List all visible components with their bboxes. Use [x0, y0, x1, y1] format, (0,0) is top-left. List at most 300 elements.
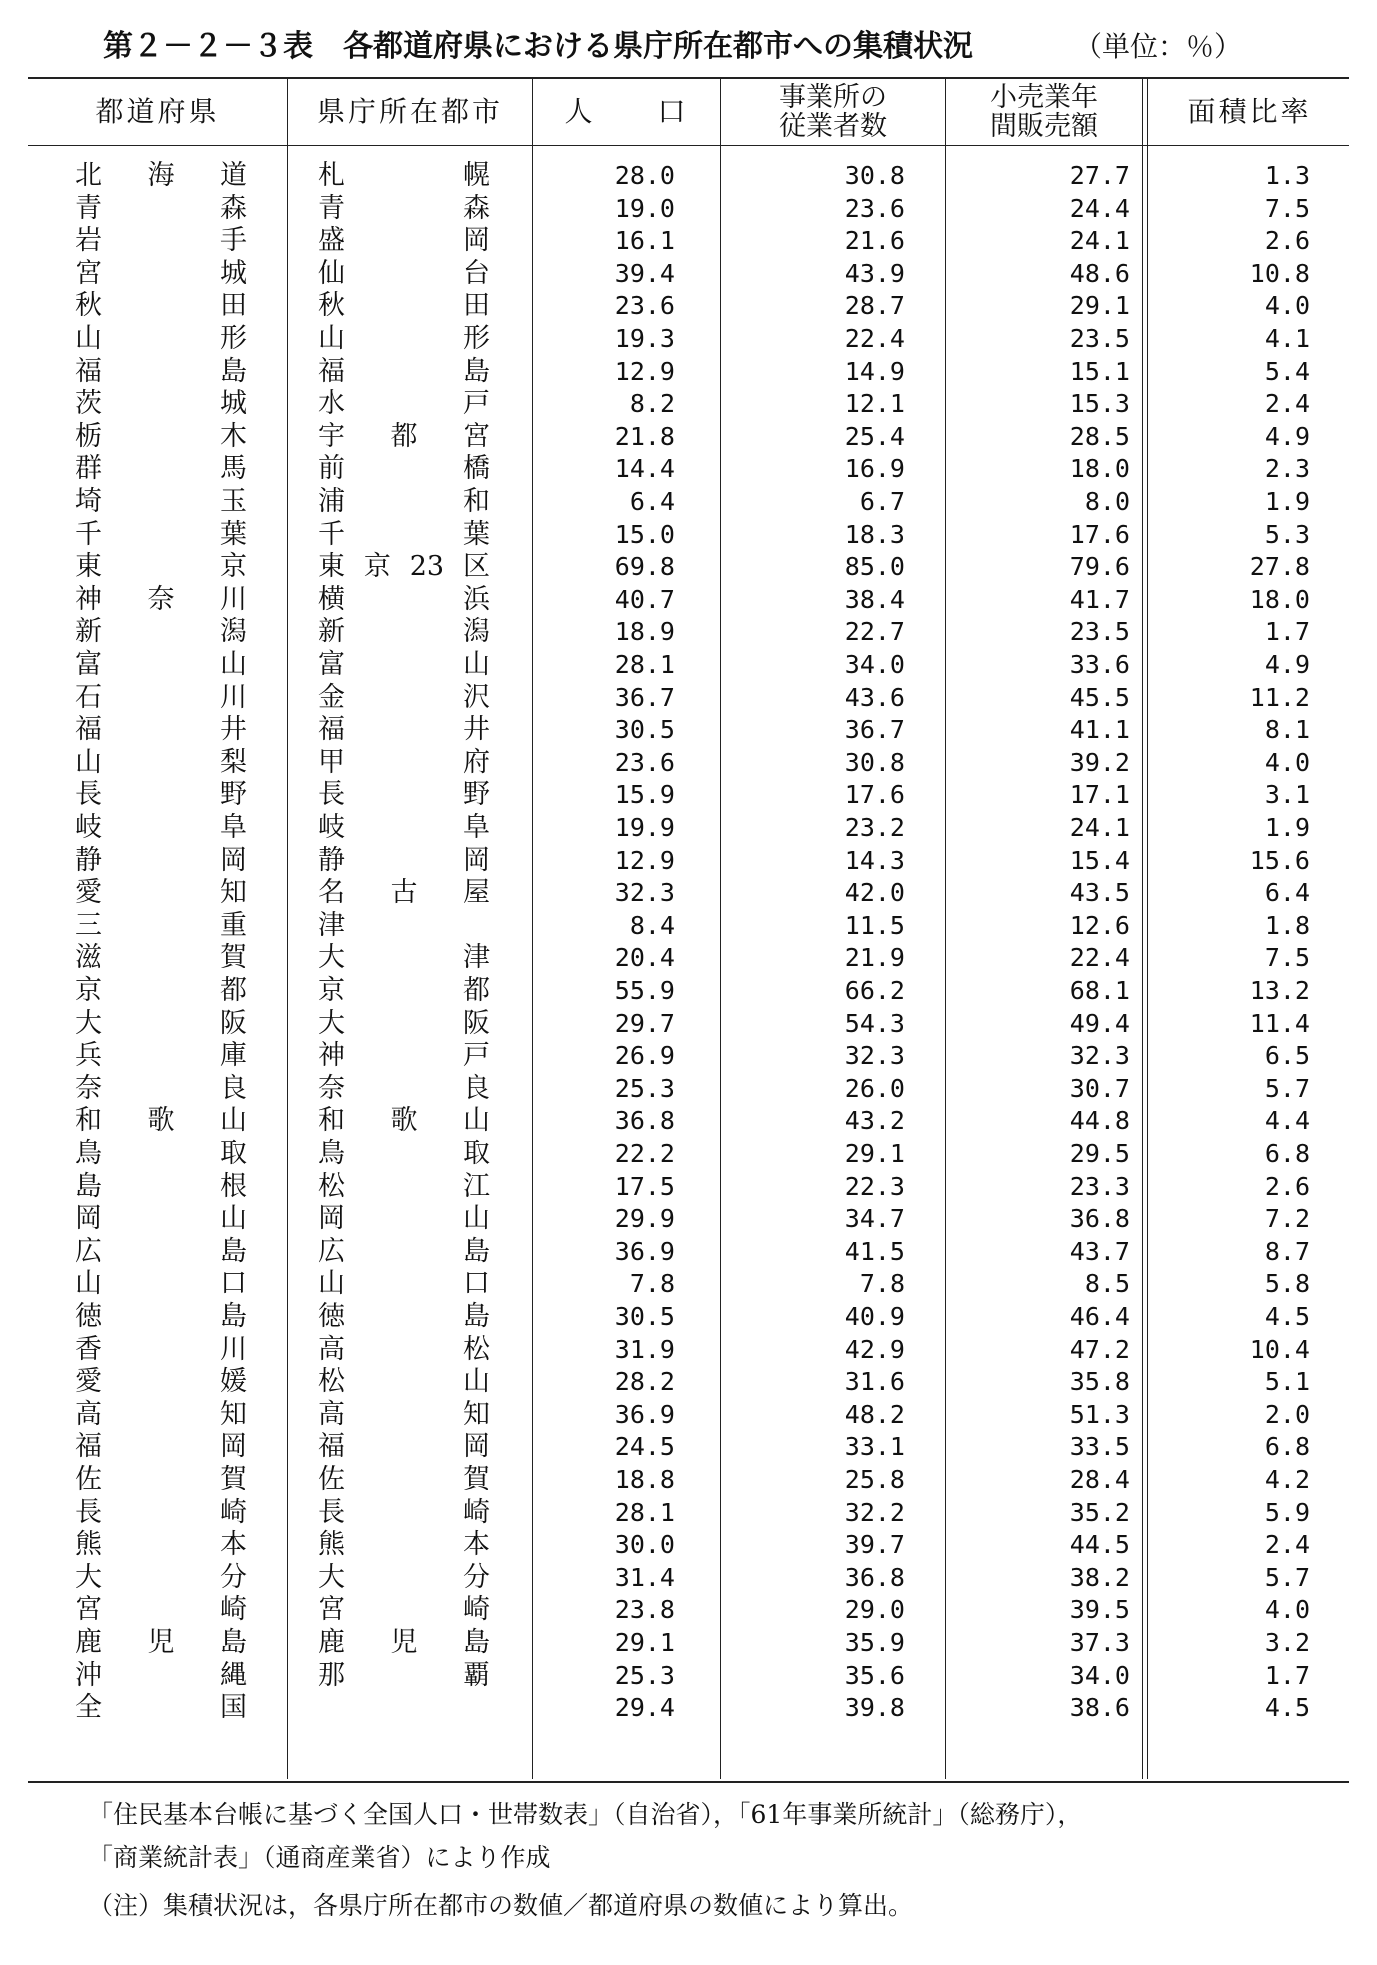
table-row	[0, 1431, 1377, 1464]
capital-city-cell: 福 井	[318, 714, 490, 746]
population-cell: 25.3	[614, 1073, 675, 1103]
area-ratio-cell: 2.3	[1264, 454, 1310, 484]
table-row	[0, 1562, 1377, 1595]
capital-city-cell: 長 野	[318, 779, 490, 811]
header-capital: 県庁所在都市	[316, 95, 503, 128]
area-ratio-cell: 5.1	[1264, 1367, 1310, 1397]
prefecture-cell: 神 奈 川	[75, 583, 247, 615]
area-ratio-cell: 5.4	[1264, 356, 1310, 386]
retail-sales-cell: 34.0	[1069, 1660, 1130, 1690]
population-cell: 23.6	[614, 747, 675, 777]
prefecture-cell: 青 森	[75, 192, 247, 224]
table-row	[0, 975, 1377, 1008]
table-row	[0, 1138, 1377, 1171]
area-ratio-cell: 7.2	[1264, 1204, 1310, 1234]
table-row	[0, 290, 1377, 323]
capital-city-cell: 長 崎	[318, 1496, 490, 1528]
prefecture-cell: 茨 城	[75, 388, 247, 420]
employees-cell: 85.0	[844, 552, 905, 582]
table-row	[0, 1594, 1377, 1627]
prefecture-cell: 群 馬	[75, 453, 247, 485]
retail-sales-cell: 28.5	[1069, 421, 1130, 451]
population-cell: 36.7	[614, 682, 675, 712]
capital-city-cell: 浦 和	[318, 486, 490, 517]
employees-cell: 35.9	[844, 1628, 905, 1657]
area-ratio-cell: 3.2	[1264, 1628, 1310, 1657]
population-cell: 29.7	[614, 1008, 675, 1038]
area-ratio-cell: 5.8	[1264, 1269, 1310, 1299]
area-ratio-cell: 4.1	[1264, 324, 1310, 353]
population-cell: 20.4	[614, 943, 675, 973]
table-row	[0, 1105, 1377, 1138]
header-retail-line1: 小売業年	[990, 82, 1098, 113]
area-ratio-cell: 2.0	[1264, 1399, 1310, 1429]
retail-sales-cell: 27.7	[1069, 161, 1130, 190]
retail-sales-cell: 43.5	[1069, 878, 1130, 908]
retail-sales-cell: 22.4	[1069, 943, 1130, 973]
population-cell: 36.8	[614, 1106, 675, 1136]
table-row	[0, 1268, 1377, 1301]
employees-cell: 22.4	[844, 324, 905, 353]
table-unit: （単位：％）	[1073, 30, 1242, 63]
retail-sales-cell: 37.3	[1069, 1628, 1130, 1657]
prefecture-cell: 京 都	[75, 975, 247, 1006]
population-cell: 15.0	[614, 519, 675, 549]
capital-city-cell	[318, 1692, 490, 1725]
prefecture-cell: 鳥 取	[75, 1138, 247, 1169]
employees-cell: 41.5	[844, 1236, 905, 1266]
table-row	[0, 1203, 1377, 1236]
employees-cell: 33.1	[844, 1432, 905, 1462]
employees-cell: 14.9	[844, 356, 905, 386]
population-cell: 15.9	[614, 780, 675, 810]
area-ratio-cell: 10.8	[1249, 258, 1310, 288]
population-cell: 6.4	[629, 487, 675, 516]
area-ratio-cell: 2.6	[1264, 226, 1310, 256]
table-row	[0, 1627, 1377, 1660]
prefecture-cell: 山 形	[75, 323, 247, 354]
prefecture-cell: 宮 崎	[75, 1594, 247, 1626]
capital-city-cell: 佐 賀	[318, 1464, 490, 1495]
area-ratio-cell: 6.4	[1264, 878, 1310, 908]
employees-cell: 39.7	[844, 1530, 905, 1560]
prefecture-cell: 鹿 児 島	[75, 1627, 247, 1658]
area-ratio-cell: 5.7	[1264, 1562, 1310, 1592]
area-ratio-cell: 8.7	[1264, 1236, 1310, 1266]
prefecture-cell: 徳 島	[75, 1301, 247, 1332]
table-row	[0, 1008, 1377, 1041]
retail-sales-cell: 15.1	[1069, 356, 1130, 386]
capital-city-cell: 松 江	[318, 1170, 490, 1202]
table-row	[0, 1692, 1377, 1725]
prefecture-cell: 沖 縄	[75, 1659, 247, 1691]
employees-cell: 21.9	[844, 943, 905, 973]
table-row	[0, 616, 1377, 649]
table-row	[0, 649, 1377, 682]
capital-city-cell: 岡 山	[318, 1203, 490, 1235]
capital-city-cell: 大 津	[318, 942, 490, 974]
population-cell: 28.1	[614, 1497, 675, 1527]
prefecture-cell: 滋 賀	[75, 942, 247, 974]
capital-city-cell: 大 阪	[318, 1007, 490, 1039]
employees-cell: 7.8	[859, 1269, 905, 1299]
retail-sales-cell: 39.2	[1069, 747, 1130, 777]
population-cell: 22.2	[614, 1139, 675, 1168]
population-cell: 14.4	[614, 454, 675, 484]
retail-sales-cell: 44.5	[1069, 1530, 1130, 1560]
capital-city-cell: 札 幌	[318, 160, 490, 191]
header-employees	[721, 79, 945, 145]
table-row	[0, 682, 1377, 715]
population-cell: 23.8	[614, 1595, 675, 1625]
table-row	[0, 1366, 1377, 1399]
table-row	[0, 453, 1377, 486]
source-note-line2: 「商業統計表」（通商産業省）により作成	[88, 1843, 551, 1872]
header-population: 人 口	[564, 95, 689, 128]
employees-cell: 22.3	[844, 1171, 905, 1201]
population-cell: 24.5	[614, 1432, 675, 1462]
employees-cell: 34.0	[844, 650, 905, 679]
retail-sales-cell: 23.5	[1069, 324, 1130, 353]
area-ratio-cell: 7.5	[1264, 193, 1310, 223]
retail-sales-cell: 38.6	[1069, 1693, 1130, 1723]
prefecture-cell: 長 崎	[75, 1496, 247, 1528]
area-ratio-cell: 5.3	[1264, 519, 1310, 549]
capital-city-cell: 神 戸	[318, 1040, 490, 1072]
table-row	[0, 193, 1377, 226]
population-cell: 19.0	[614, 193, 675, 223]
prefecture-cell: 岐 阜	[75, 812, 247, 843]
table-title-main: 第２－２－３表 各都道府県における県庁所在都市への集積状況	[103, 29, 973, 64]
population-cell: 7.8	[629, 1269, 675, 1299]
prefecture-cell: 奈 良	[75, 1072, 247, 1104]
table-row	[0, 1497, 1377, 1530]
area-ratio-cell: 6.8	[1264, 1139, 1310, 1168]
population-cell: 19.9	[614, 813, 675, 842]
area-ratio-cell: 1.7	[1264, 617, 1310, 647]
prefecture-cell: 愛 知	[75, 877, 247, 909]
area-ratio-cell: 5.7	[1264, 1073, 1310, 1103]
retail-sales-cell: 41.1	[1069, 715, 1130, 745]
area-ratio-cell: 4.4	[1264, 1106, 1310, 1136]
retail-sales-cell: 51.3	[1069, 1399, 1130, 1429]
prefecture-cell: 香 川	[75, 1333, 247, 1365]
employees-cell: 25.8	[844, 1465, 905, 1494]
capital-city-cell: 名 古 屋	[318, 877, 490, 909]
employees-cell: 26.0	[844, 1073, 905, 1103]
prefecture-cell: 兵 庫	[75, 1040, 247, 1072]
capital-city-cell: 福 岡	[318, 1431, 490, 1463]
employees-cell: 14.3	[844, 845, 905, 875]
table-row	[0, 584, 1377, 617]
prefecture-cell: 岩 手	[75, 225, 247, 257]
prefecture-cell: 富 山	[75, 649, 247, 680]
retail-sales-cell: 79.6	[1069, 552, 1130, 582]
area-ratio-cell: 2.4	[1264, 1530, 1310, 1560]
employees-cell: 42.9	[844, 1334, 905, 1364]
population-cell: 29.1	[614, 1628, 675, 1657]
prefecture-cell: 島 根	[75, 1170, 247, 1202]
employees-cell: 30.8	[844, 747, 905, 777]
capital-city-cell: 京 都	[318, 975, 490, 1006]
employees-cell: 30.8	[844, 161, 905, 190]
employees-cell: 32.2	[844, 1497, 905, 1527]
population-cell: 29.9	[614, 1204, 675, 1234]
employees-cell: 11.5	[844, 910, 905, 940]
population-cell: 12.9	[614, 356, 675, 386]
prefecture-cell: 岡 山	[75, 1203, 247, 1235]
table-row	[0, 225, 1377, 258]
employees-cell: 32.3	[844, 1041, 905, 1071]
prefecture-cell: 北 海 道	[75, 160, 247, 191]
employees-cell: 39.8	[844, 1693, 905, 1723]
population-cell: 29.4	[614, 1693, 675, 1723]
area-ratio-cell: 1.9	[1264, 813, 1310, 842]
population-cell: 25.3	[614, 1660, 675, 1690]
table-row	[0, 714, 1377, 747]
employees-cell: 48.2	[844, 1399, 905, 1429]
retail-sales-cell: 36.8	[1069, 1204, 1130, 1234]
employees-cell: 16.9	[844, 454, 905, 484]
capital-city-cell: 津	[318, 909, 345, 941]
retail-sales-cell: 43.7	[1069, 1236, 1130, 1266]
capital-city-cell: 岐 阜	[318, 812, 490, 843]
table-row	[0, 160, 1377, 193]
retail-sales-cell: 24.1	[1069, 813, 1130, 842]
employees-cell: 42.0	[844, 878, 905, 908]
capital-city-cell: 那 覇	[318, 1659, 490, 1691]
retail-sales-cell: 24.4	[1069, 193, 1130, 223]
capital-city-cell: 秋 田	[318, 290, 490, 322]
employees-cell: 38.4	[844, 584, 905, 614]
area-ratio-cell: 4.5	[1264, 1302, 1310, 1331]
population-cell: 55.9	[614, 976, 675, 1005]
capital-city-cell: 盛 岡	[318, 225, 490, 257]
source-note-line1: 「住民基本台帳に基づく全国人口・世帯数表」（自治省），「61年事業所統計」（総務庁），	[88, 1800, 1083, 1829]
area-ratio-cell: 11.2	[1249, 682, 1310, 712]
retail-sales-cell: 48.6	[1069, 258, 1130, 288]
capital-city-cell: 徳 島	[318, 1301, 490, 1332]
retail-sales-cell: 23.3	[1069, 1171, 1130, 1201]
prefecture-cell: 福 岡	[75, 1431, 247, 1463]
prefecture-cell: 三 重	[75, 909, 247, 941]
employees-cell: 21.6	[844, 226, 905, 256]
table-row	[0, 1464, 1377, 1497]
area-ratio-cell: 4.0	[1264, 291, 1310, 321]
employees-cell: 40.9	[844, 1302, 905, 1331]
table-row	[0, 1236, 1377, 1269]
population-cell: 32.3	[614, 878, 675, 908]
retail-sales-cell: 29.5	[1069, 1139, 1130, 1168]
employees-cell: 43.2	[844, 1106, 905, 1136]
prefecture-cell: 埼 玉	[75, 486, 247, 517]
area-ratio-cell: 6.5	[1264, 1041, 1310, 1071]
area-ratio-cell: 1.7	[1264, 1660, 1310, 1690]
capital-city-cell: 広 島	[318, 1235, 490, 1267]
area-ratio-cell: 5.9	[1264, 1497, 1310, 1527]
table-row	[0, 942, 1377, 975]
area-ratio-cell: 11.4	[1249, 1008, 1310, 1038]
area-ratio-cell: 10.4	[1249, 1334, 1310, 1364]
capital-city-cell: 東 京 23 区	[318, 551, 490, 583]
retail-sales-cell: 15.4	[1069, 845, 1130, 875]
capital-city-cell: 大 分	[318, 1561, 490, 1593]
employees-cell: 35.6	[844, 1660, 905, 1690]
prefecture-cell: 山 梨	[75, 746, 247, 778]
table-row	[0, 1529, 1377, 1562]
table-row	[0, 812, 1377, 845]
capital-city-cell: 仙 台	[318, 257, 490, 289]
population-cell: 28.0	[614, 161, 675, 190]
population-cell: 39.4	[614, 258, 675, 288]
population-cell: 31.4	[614, 1562, 675, 1592]
table-row	[0, 519, 1377, 552]
area-ratio-cell: 2.4	[1264, 389, 1310, 419]
prefecture-cell: 高 知	[75, 1398, 247, 1430]
retail-sales-cell: 41.7	[1069, 584, 1130, 614]
capital-city-cell: 横 浜	[318, 583, 490, 615]
prefecture-cell: 福 井	[75, 714, 247, 746]
retail-sales-cell: 45.5	[1069, 682, 1130, 712]
retail-sales-cell: 15.3	[1069, 389, 1130, 419]
employees-cell: 34.7	[844, 1204, 905, 1234]
table-row	[0, 1399, 1377, 1432]
prefecture-cell: 和 歌 山	[75, 1105, 247, 1137]
employees-cell: 54.3	[844, 1008, 905, 1038]
table-row	[0, 1171, 1377, 1204]
retail-sales-cell: 35.8	[1069, 1367, 1130, 1397]
area-ratio-cell: 6.8	[1264, 1432, 1310, 1462]
area-ratio-cell: 4.9	[1264, 650, 1310, 679]
area-ratio-cell: 4.5	[1264, 1693, 1310, 1723]
prefecture-cell: 山 口	[75, 1268, 247, 1300]
capital-city-cell: 松 山	[318, 1366, 490, 1398]
prefecture-cell: 愛 媛	[75, 1366, 247, 1398]
prefecture-cell: 新 潟	[75, 616, 247, 648]
capital-city-cell: 鹿 児 島	[318, 1627, 490, 1658]
prefecture-cell: 長 野	[75, 779, 247, 811]
prefecture-cell: 石 川	[75, 681, 247, 713]
table-row	[0, 877, 1377, 910]
header-retail	[946, 79, 1142, 145]
table-row	[0, 845, 1377, 878]
retail-sales-cell: 8.5	[1084, 1269, 1130, 1299]
table-row	[0, 747, 1377, 780]
retail-sales-cell: 68.1	[1069, 976, 1130, 1005]
explanatory-note: （注）集積状況は，各県庁所在都市の数値／都道府県の数値により算出。	[88, 1891, 914, 1920]
table-row	[0, 1660, 1377, 1693]
table-row	[0, 910, 1377, 943]
employees-cell: 17.6	[844, 780, 905, 810]
area-ratio-cell: 2.6	[1264, 1171, 1310, 1201]
employees-cell: 29.1	[844, 1139, 905, 1168]
capital-city-cell: 甲 府	[318, 746, 490, 778]
area-ratio-cell: 1.8	[1264, 910, 1310, 940]
capital-city-cell: 熊 本	[318, 1529, 490, 1561]
retail-sales-cell: 17.1	[1069, 780, 1130, 810]
prefecture-cell: 大 阪	[75, 1007, 247, 1039]
table-title	[103, 22, 1337, 72]
header-prefecture: 都道府県	[95, 95, 220, 128]
header-employees-line1: 事業所の	[779, 82, 887, 113]
retail-sales-cell: 44.8	[1069, 1106, 1130, 1136]
prefecture-cell: 東 京	[75, 551, 247, 583]
population-cell: 30.0	[614, 1530, 675, 1560]
header-employees-line2: 従業者数	[779, 111, 887, 142]
area-ratio-cell: 4.0	[1264, 747, 1310, 777]
prefecture-cell: 千 葉	[75, 518, 247, 550]
capital-city-cell: 千 葉	[318, 518, 490, 550]
population-cell: 12.9	[614, 845, 675, 875]
retail-sales-cell: 39.5	[1069, 1595, 1130, 1625]
employees-cell: 25.4	[844, 421, 905, 451]
area-ratio-cell: 18.0	[1249, 584, 1310, 614]
employees-cell: 12.1	[844, 389, 905, 419]
header-retail-line2: 間販売額	[990, 111, 1098, 142]
population-cell: 23.6	[614, 291, 675, 321]
retail-sales-cell: 12.6	[1069, 910, 1130, 940]
population-cell: 36.9	[614, 1236, 675, 1266]
table-row	[0, 1334, 1377, 1367]
capital-city-cell: 高 松	[318, 1333, 490, 1365]
capital-city-cell: 山 形	[318, 323, 490, 354]
table-row	[0, 779, 1377, 812]
retail-sales-cell: 35.2	[1069, 1497, 1130, 1527]
employees-cell: 43.6	[844, 682, 905, 712]
population-cell: 17.5	[614, 1171, 675, 1201]
prefecture-cell: 佐 賀	[75, 1464, 247, 1495]
population-cell: 40.7	[614, 584, 675, 614]
retail-sales-cell: 28.4	[1069, 1465, 1130, 1494]
prefecture-cell: 秋 田	[75, 290, 247, 322]
capital-city-cell: 青 森	[318, 192, 490, 224]
employees-cell: 23.6	[844, 193, 905, 223]
population-cell: 26.9	[614, 1041, 675, 1071]
table-row	[0, 388, 1377, 421]
capital-city-cell: 宮 崎	[318, 1594, 490, 1626]
retail-sales-cell: 33.5	[1069, 1432, 1130, 1462]
employees-cell: 6.7	[859, 487, 905, 516]
table-row	[0, 1301, 1377, 1334]
population-cell: 30.5	[614, 1302, 675, 1331]
retail-sales-cell: 17.6	[1069, 519, 1130, 549]
area-ratio-cell: 27.8	[1249, 552, 1310, 582]
capital-city-cell: 奈 良	[318, 1072, 490, 1104]
prefecture-cell: 大 分	[75, 1561, 247, 1593]
population-cell: 31.9	[614, 1334, 675, 1364]
table-row	[0, 1040, 1377, 1073]
employees-cell: 43.9	[844, 258, 905, 288]
employees-cell: 18.3	[844, 519, 905, 549]
retail-sales-cell: 8.0	[1084, 487, 1130, 516]
capital-city-cell: 新 潟	[318, 616, 490, 648]
prefecture-cell: 栃 木	[75, 420, 247, 452]
capital-city-cell: 水 戸	[318, 388, 490, 420]
employees-cell: 28.7	[844, 291, 905, 321]
area-ratio-cell: 4.2	[1264, 1465, 1310, 1494]
area-ratio-cell: 7.5	[1264, 943, 1310, 973]
population-cell: 28.1	[614, 650, 675, 679]
employees-cell: 66.2	[844, 976, 905, 1005]
area-ratio-cell: 4.0	[1264, 1595, 1310, 1625]
prefecture-cell: 広 島	[75, 1235, 247, 1267]
area-ratio-cell: 1.3	[1264, 161, 1310, 190]
capital-city-cell: 前 橋	[318, 453, 490, 485]
retail-sales-cell: 33.6	[1069, 650, 1130, 679]
employees-cell: 31.6	[844, 1367, 905, 1397]
prefecture-cell: 静 岡	[75, 844, 247, 876]
population-cell: 18.9	[614, 617, 675, 647]
